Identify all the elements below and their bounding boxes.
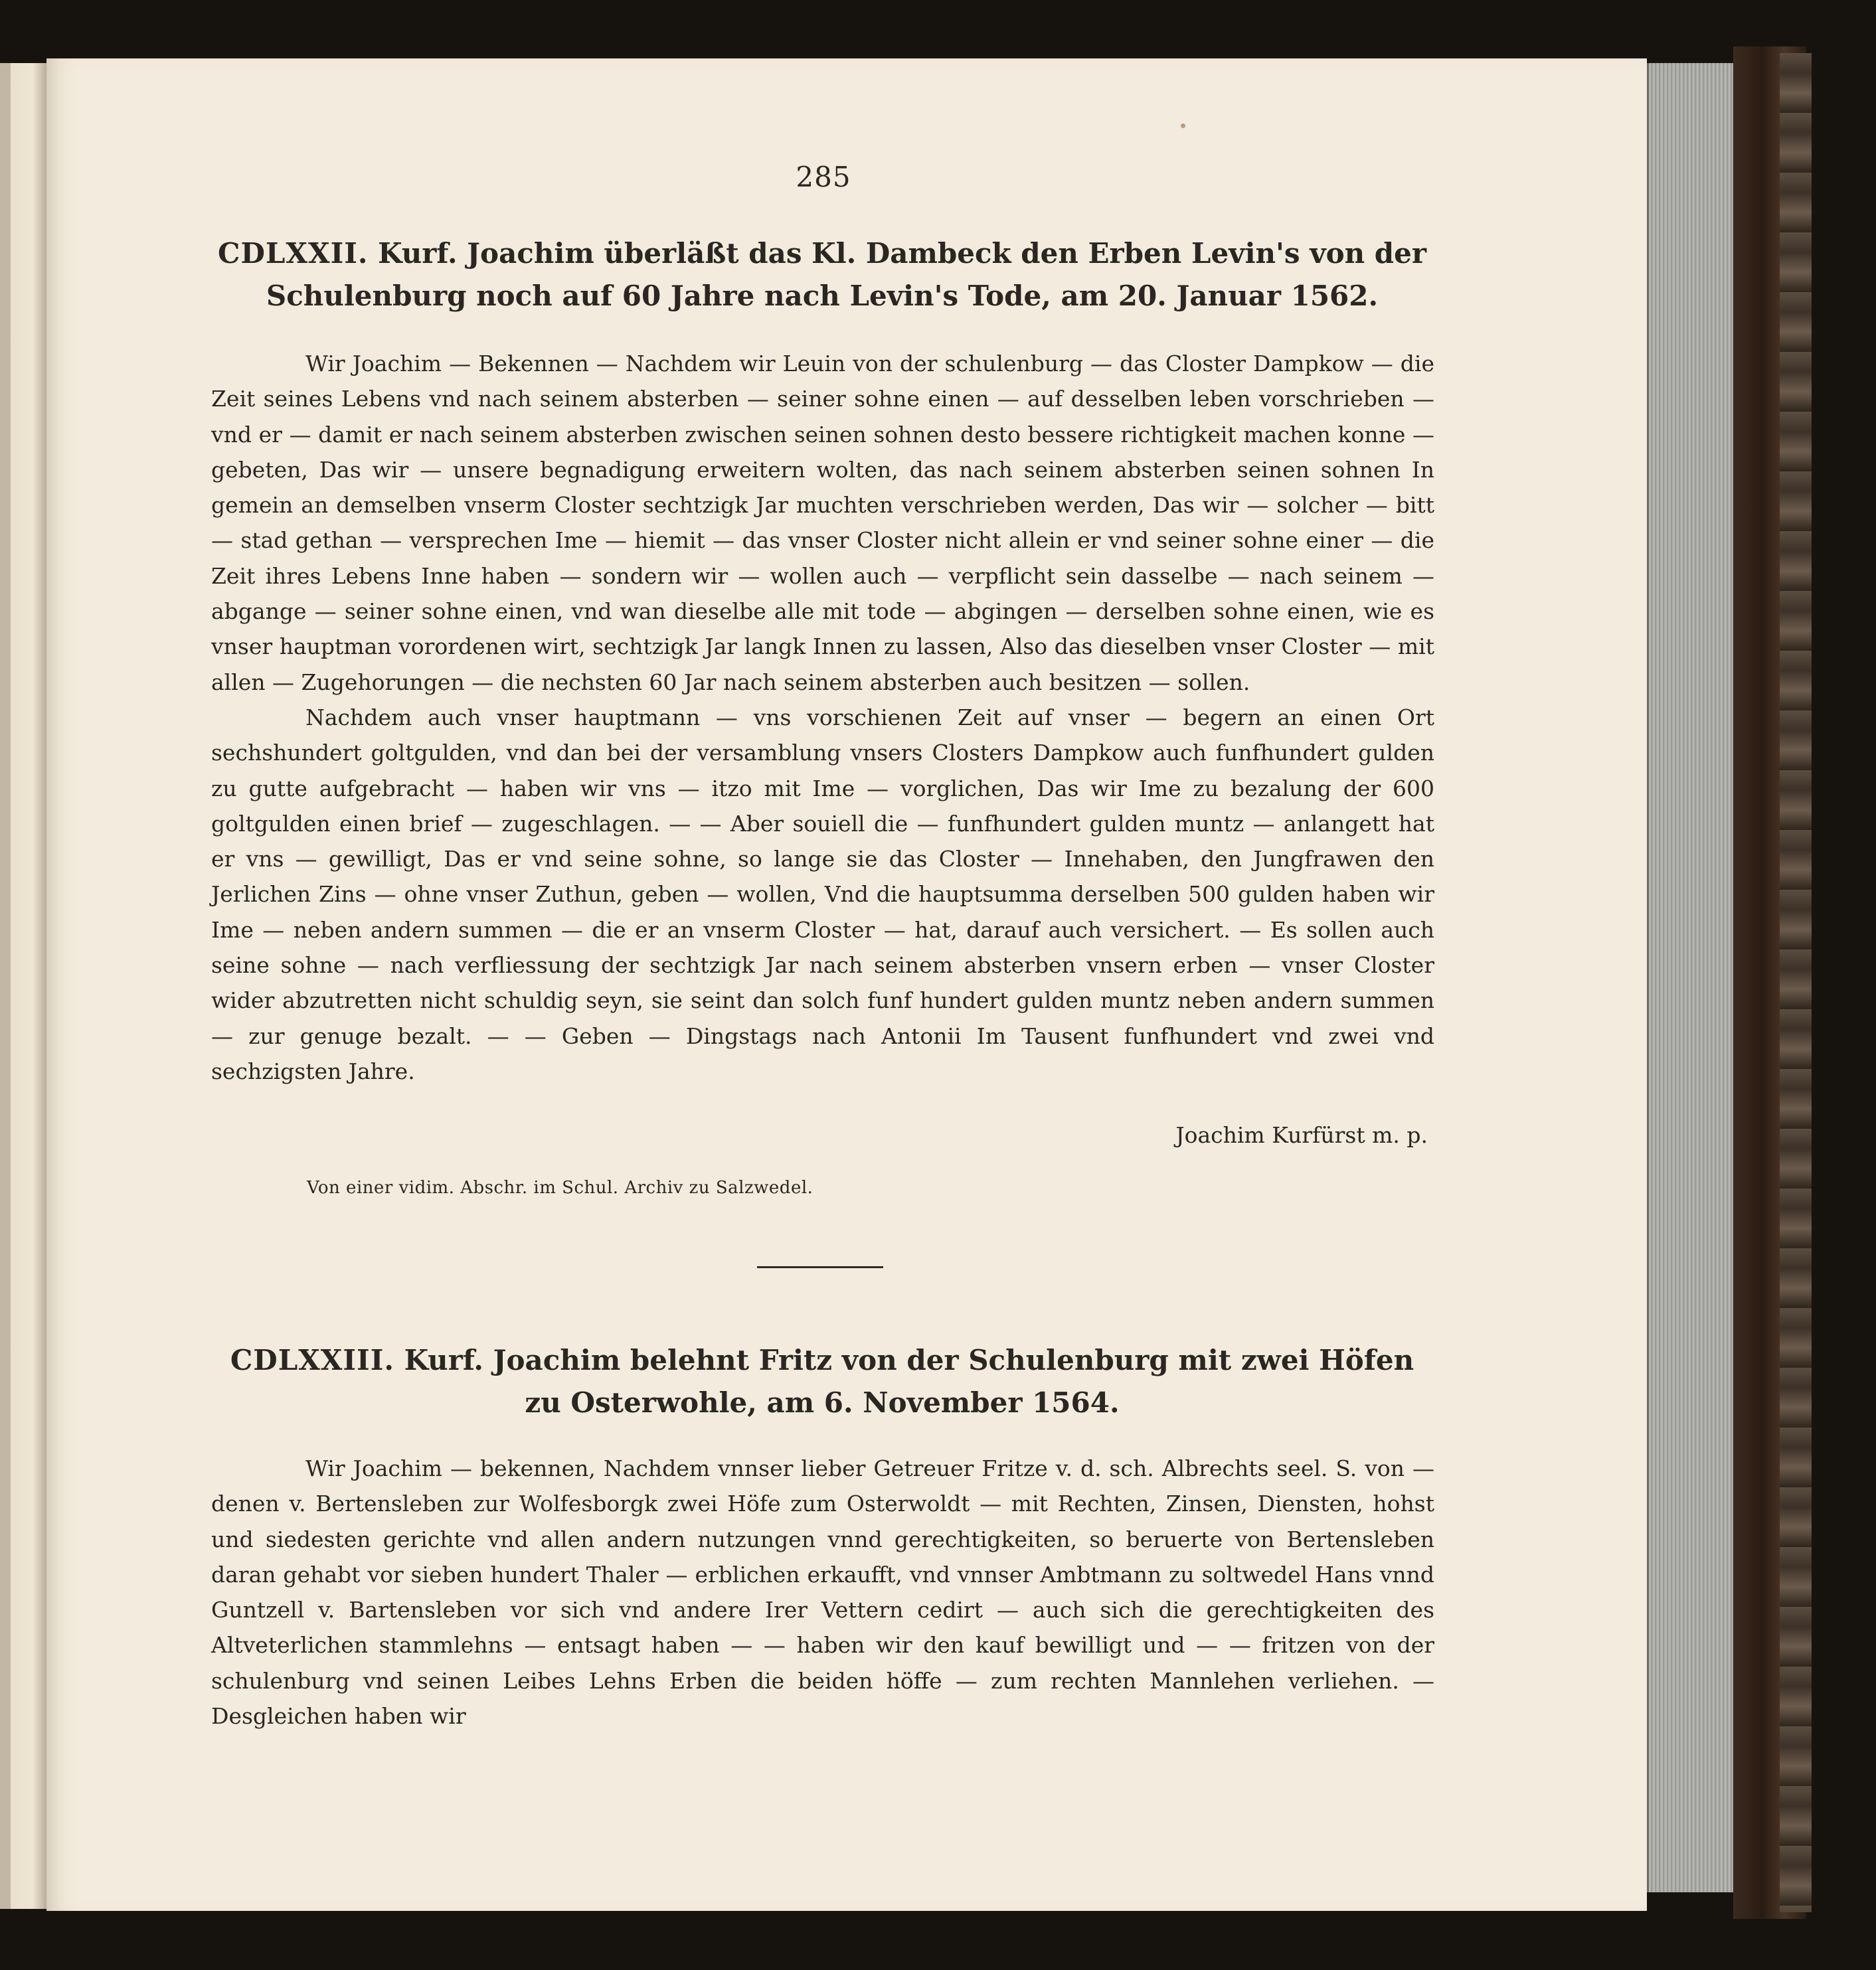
section-divider	[757, 1266, 883, 1268]
document-1-paragraph: Nachdem auch vnser hauptmann — vns vorschienen Zeit auf vnser — begern an einen Ort sechshundert goltgulden, vnd dan bei der versamblung vnsers Closters Dampkow auch funfhundert gulden zu gutte aufgebracht — haben wir vns — itzo mit Ime — vorglichen, Das wir Ime zu bezalung der 600 goltgulden einen brief — zugeschlagen. — — Aber souiell die — funfhundert gulden muntz — anlangett hat er vns — gewilligt, Das er vnd seine sohne, so lange sie das Closter — Innehaben, den Jungfrawen den Jerlichen Zins — ohne vnser Zuthun, geben — wollen, Vnd die hauptsumma derselben 500 gulden haben wir Ime — neben andern summen — die er an vnserm Closter — hat, darauf auch versichert. — Es sollen auch seine sohne — nach verfliessung der sechtzigk Jar nach seinem absterben vnsern erben — vnser Closter wider abzutretten nicht schuldig seyn, sie seint dan solch funf hundert gulden muntz neben andern summen — zur genuge bezalt. — — Geben — Dingstags nach Antonii Im Tausent funfhundert vnd zwei vnd sechzigsten Jahre.	[211, 704, 1434, 1084]
document-1-paragraph: Wir Joachim — Bekennen — Nachdem wir Leuin von der schulenburg — das Closter Dampkow — die Zeit seines Lebens vnd nach seinem absterben — seiner sohne einen — auf desselben leben vorschrieben — vnd er — damit er nach seinem absterben zwischen seinen sohnen desto bessere richtigkeit machen konne — gebeten, Das wir — unsere begnadigung erweitern wolten, das nach seinem absterben seinen sohnen In gemein an demselben vnserm Closter sechtzigk Jar muchten verschrieben werden, Das wir — solcher — bitt — stad gethan — versprechen Ime — hiemit — das vnser Closter nicht allein er vnd seiner sohne einer — die Zeit ihres Lebens Inne haben — sondern wir — wollen auch — verpflicht sein dasselbe — nach seinem — abgange — seiner sohne einen, vnd wan dieselbe alle mit tode — abgingen — derselben sohne einen, wie es vnser hauptman vorordenen wirt, sechtzigk Jar langk Innen zu lassen, Also das dieselben vnser Closter — mit allen — Zugehorungen — die nechsten 60 Jar nach seinem absterben auch besitzen — sollen.	[211, 351, 1434, 695]
document-2-heading	[211, 1339, 1433, 1424]
left-page-edge	[0, 63, 11, 1909]
document-2-title: Kurf. Joachim belehnt Fritz von der Schulenburg mit zwei Höfen zu Osterwohle, am 6. November 1564.	[404, 1344, 1414, 1419]
document-1-heading	[211, 232, 1433, 317]
page-block-edge	[1647, 63, 1735, 1892]
page-number: 285	[796, 161, 851, 193]
document-1-number: CDLXXII.	[218, 237, 369, 270]
document-2-body	[211, 1451, 1434, 1734]
document-1-signature: Joachim Kurfürst m. p.	[1175, 1122, 1428, 1148]
document-1-title: Kurf. Joachim überläßt das Kl. Dambeck den Erben Levin's von der Schulenburg noch auf 60 Jahre nach Levin's Tode, am 20. Januar 1562.	[266, 237, 1426, 312]
document-2-paragraph: Wir Joachim — bekennen, Nachdem vnnser lieber Getreuer Fritze v. d. sch. Albrechts seel. S. von — denen v. Bertensleben zur Wolfesborgk zwei Höfe zum Osterwoldt — mit Rechten, Zinsen, Diensten, hohst und siedesten gerichte vnd allen andern nutzungen vnnd gerechtigkeiten, so beruerte von Bertensleben daran gehabt vor sieben hundert Thaler — erblichen erkaufft, vnd vnnser Ambtmann zu soltwedel Hans vnnd Guntzell v. Bartensleben vor sich vnd andere Irer Vettern cedirt — auch sich die gerechtigkeiten des Altveterlichen stammlehns — entsagt haben — — haben wir den kauf bewilligt und — — fritzen von der schulenburg vnd seinen Leibes Lehns Erben die beiden höffe — zum rechten Mannlehen verliehen. — Desgleichen haben wir	[211, 1455, 1434, 1730]
document-1-source-note: Von einer vidim. Abschr. im Schul. Archiv zu Salzwedel.	[307, 1178, 813, 1198]
book-spine-detail	[1780, 53, 1812, 1912]
document-2-number: CDLXXIII.	[230, 1344, 394, 1376]
document-1-body	[211, 346, 1434, 1089]
paper-stain	[1181, 123, 1185, 128]
